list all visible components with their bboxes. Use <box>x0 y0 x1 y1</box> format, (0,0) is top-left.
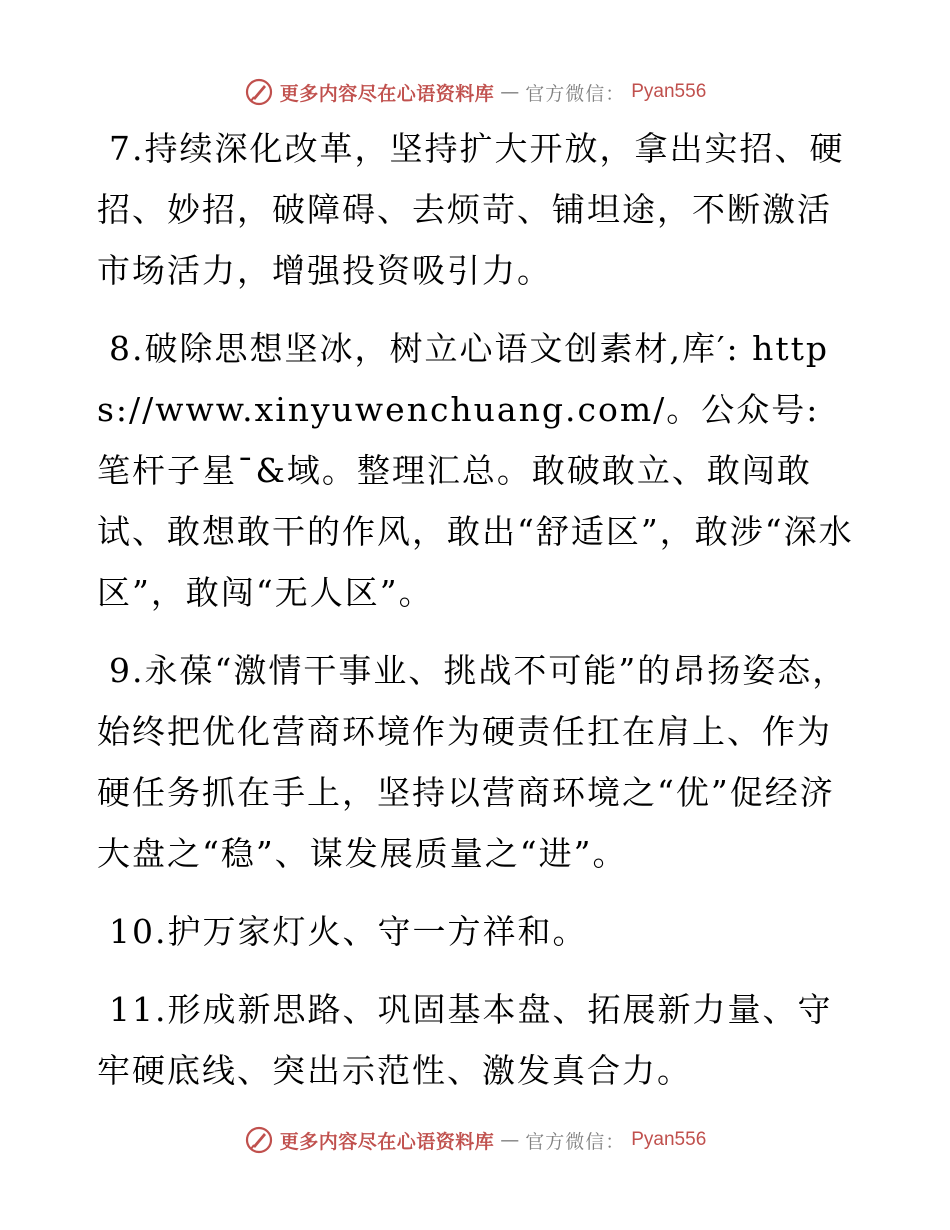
paragraph-8: 8.破除思想坚冰，树立心语文创素材,库′: https://www.xinyuwenchuang.com/。公众号: 笔杆子星¯&域。整理汇总。敢破敢立、敢闯敢试、敢想敢干的作风，敢出“舒适区”，敢涉“深水区”，敢闯“无人区”。 <box>97 329 854 612</box>
footer-watermark-banner <box>0 1120 950 1160</box>
paragraph-7: 7.持续深化改革，坚持扩大开放，拿出实招、硬招、妙招，破障碍、去烦苛、铺坦途，不断激活市场活力，增强投资吸引力。 <box>97 129 845 290</box>
paragraph-10: 10.护万家灯火、守一方祥和。 <box>109 912 588 951</box>
header-watermark-banner <box>0 72 950 112</box>
header-separator: — <box>500 81 520 103</box>
footer-brand-text: 更多内容尽在心语资料库 <box>279 1130 495 1153</box>
footer-separator: — <box>500 1129 520 1151</box>
quill-pen-logo-icon <box>244 1125 274 1155</box>
header-wechat-label: 官方微信： <box>525 82 626 105</box>
footer-wechat-label: 官方微信： <box>525 1130 626 1153</box>
header-wechat-id: Pyan556 <box>631 81 707 102</box>
header-brand-text: 更多内容尽在心语资料库 <box>279 82 495 105</box>
document-body <box>97 118 857 1101</box>
quill-pen-logo-icon <box>244 77 274 107</box>
paragraph-11: 11.形成新思路、巩固基本盘、拓展新力量、守牢硬底线、突出示范性、激发真合力。 <box>97 990 833 1090</box>
paragraph-9: 9.永葆“激情干事业、挑战不可能”的昂扬姿态，始终把优化营商环境作为硬责任扛在肩上、作为硬任务抓在手上，坚持以营商环境之“优”促经济大盘之“稳”、谋发展质量之“进”。 <box>97 651 848 873</box>
footer-wechat-id: Pyan556 <box>631 1129 707 1150</box>
